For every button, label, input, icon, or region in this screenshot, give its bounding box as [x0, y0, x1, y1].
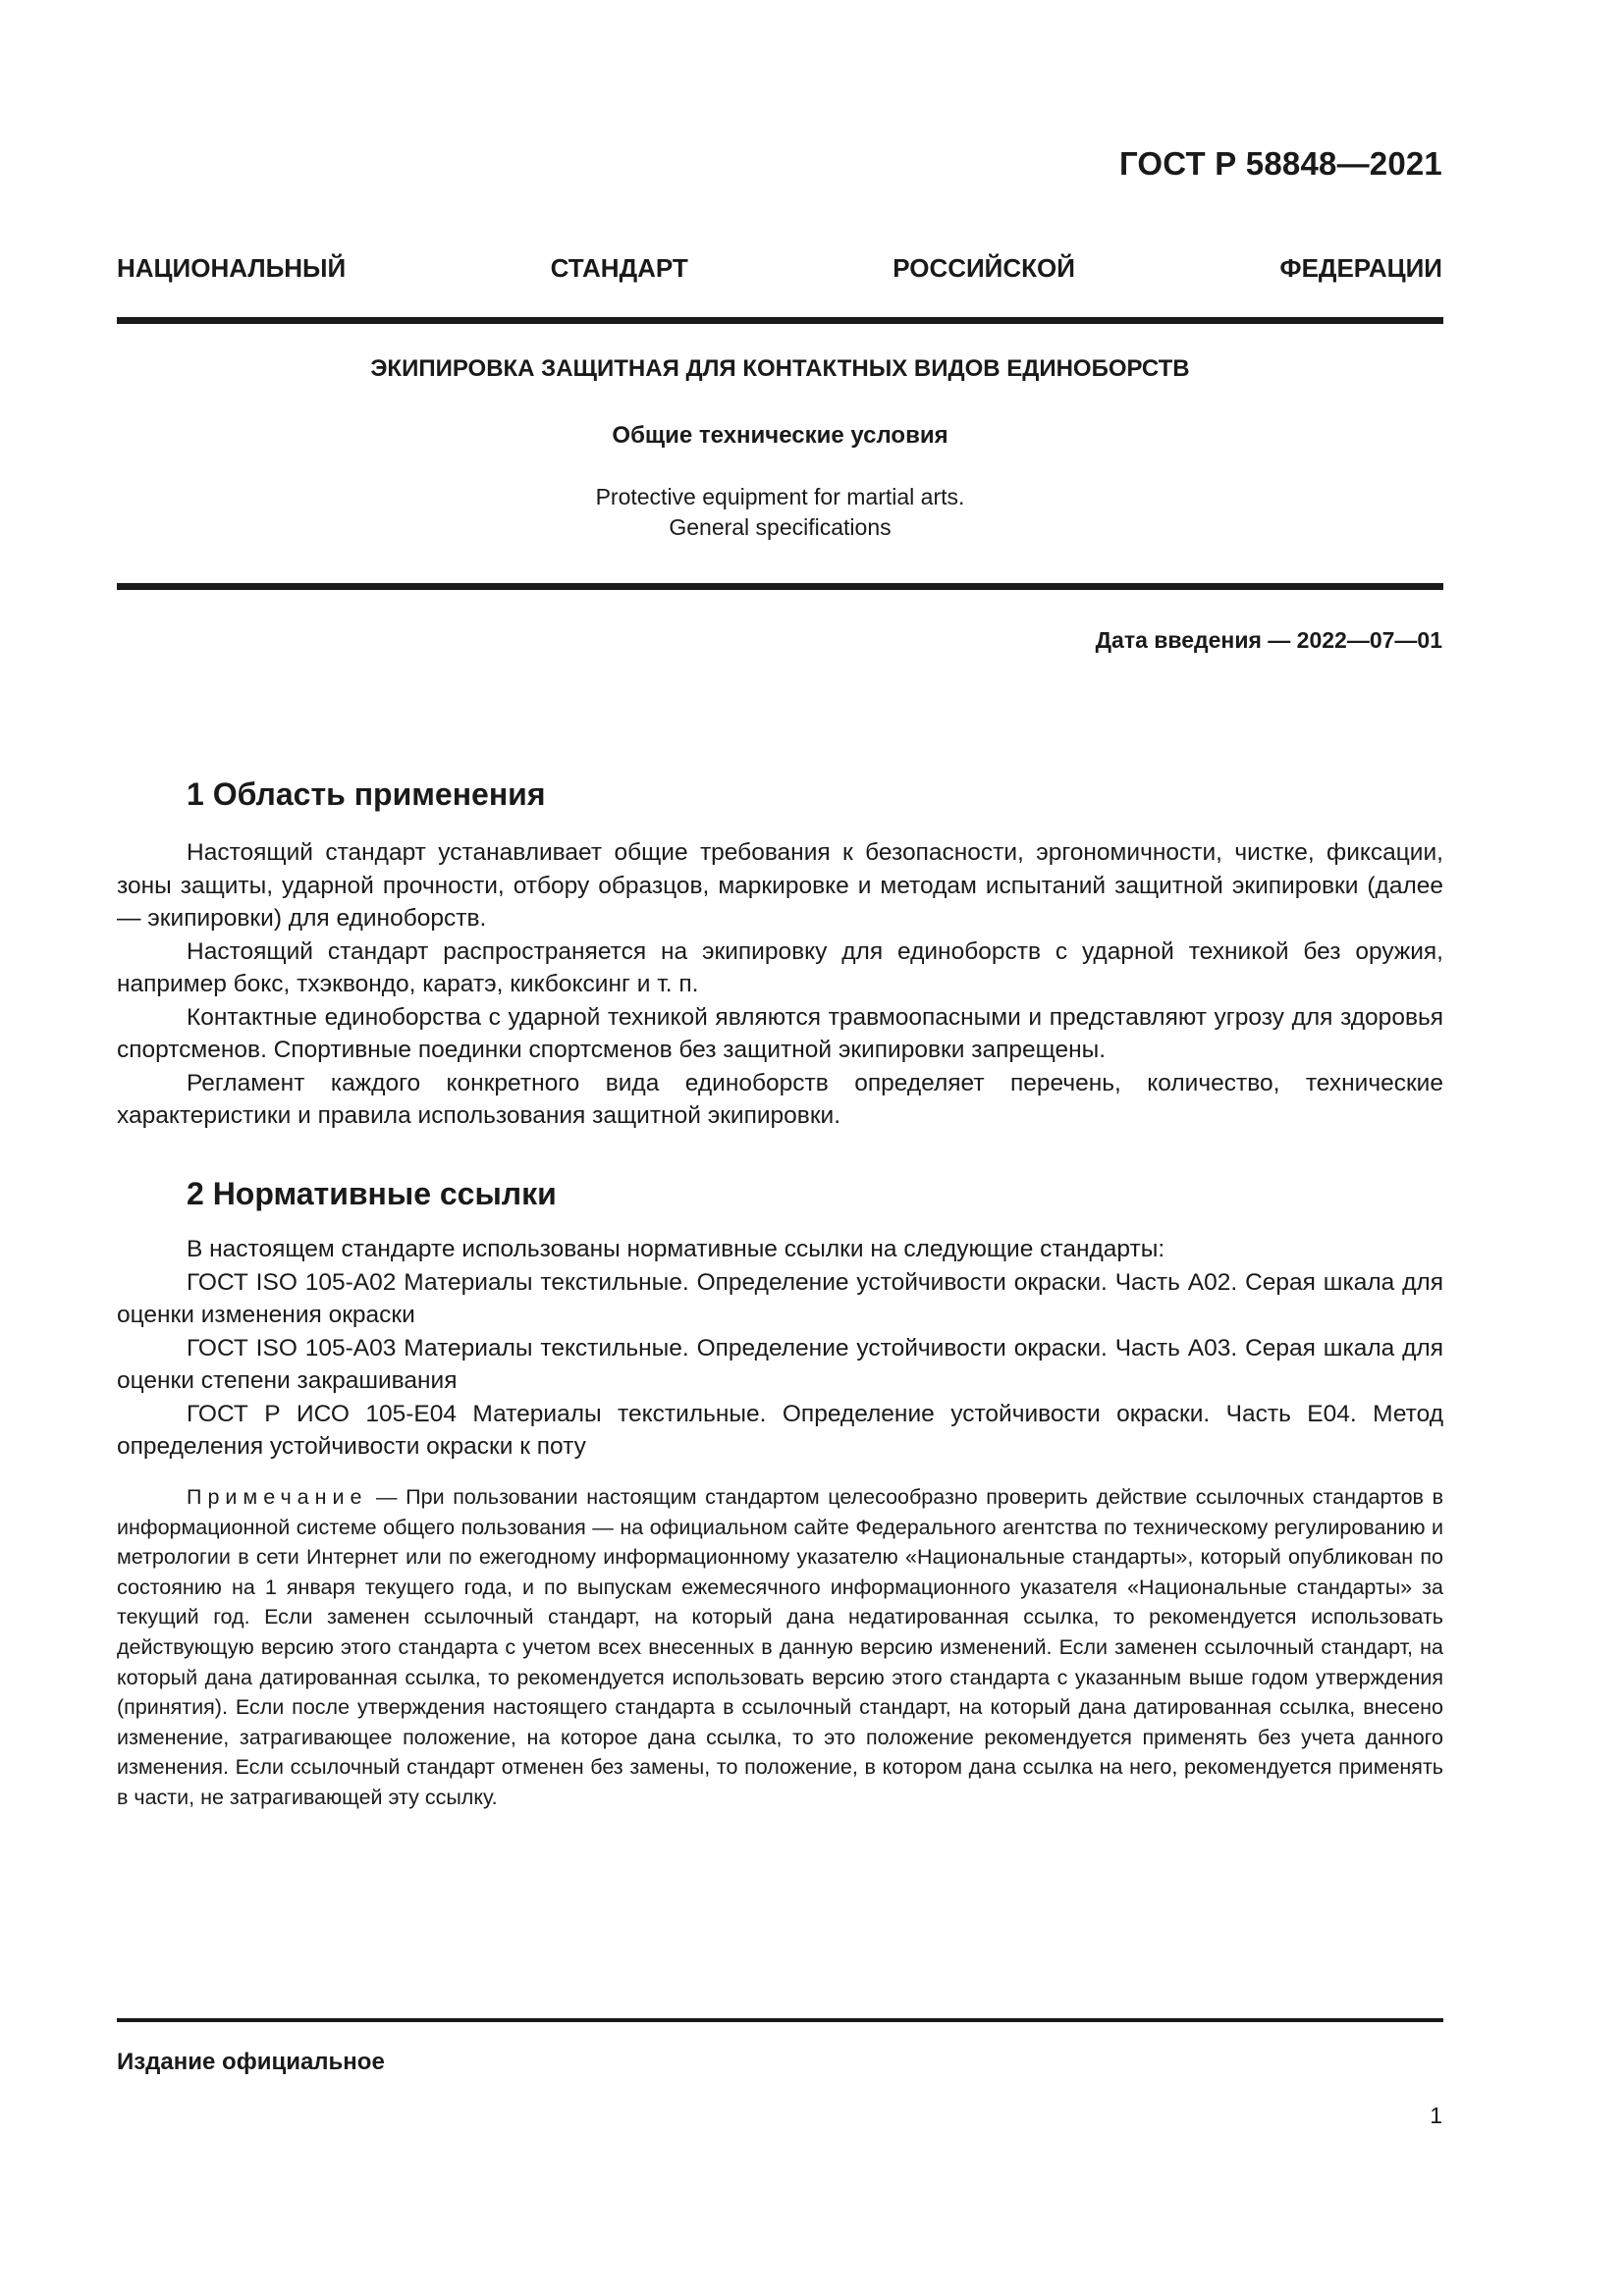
- document-subtitle: Общие технические условия: [612, 422, 948, 449]
- standard-code: ГОСТ Р 58848—2021: [1118, 145, 1442, 182]
- page-number: 1: [1430, 2103, 1442, 2128]
- reference-item: ГОСТ Р ИСО 105-Е04 Материалы текстильные. Определение устойчивости окраски. Часть Е04. Метод определения устойчивости окраски к поту: [117, 1400, 1443, 1460]
- paragraph: Контактные единоборства с ударной техникой являются травмоопасными и представляют угрозу для здоровья спортсменов. Спортивные поединки спортсменов без защитной экипировки запрещены.: [117, 1003, 1443, 1063]
- title-divider: [117, 583, 1443, 590]
- section-2-body: [117, 1233, 1443, 1464]
- paragraph: Настоящий стандарт устанавливает общие требования к безопасности, эргономичности, чистке, фиксации, зоны защиты, ударной прочности, отбору образцов, маркировке и методам испытаний защитной экипировки (далее — экипировки) для единоборств.: [117, 839, 1443, 932]
- note: [117, 1482, 1443, 1813]
- reference-item: ГОСТ ISO 105-A02 Материалы текстильные. Определение устойчивости окраски. Часть А02. Серая шкала для оценки изменения окраски: [117, 1268, 1443, 1328]
- paragraph: Регламент каждого конкретного вида единоборств определяет перечень, количество, технические характеристики и правила использования защитной экипировки.: [117, 1069, 1443, 1129]
- introduction-date: Дата введения — 2022—07—01: [1095, 627, 1442, 653]
- national-standard-banner: НАЦИОНАЛЬНЫЙ СТАНДАРТ РОССИЙСКОЙ ФЕДЕРАЦИИ: [117, 253, 1442, 283]
- note-label: Примечание: [187, 1485, 368, 1509]
- reference-item: ГОСТ ISO 105-A03 Материалы текстильные. Определение устойчивости окраски. Часть А03. Серая шкала для оценки степени закрашивания: [117, 1334, 1443, 1394]
- section-1-heading: 1 Область применения: [187, 776, 546, 812]
- english-title: [117, 482, 1443, 543]
- edition-label: Издание официальное: [117, 2049, 385, 2075]
- document-title: ЭКИПИРОВКА ЗАЩИТНАЯ ДЛЯ КОНТАКТНЫХ ВИДОВ ЕДИНОБОРСТВ: [370, 355, 1190, 382]
- section-2-heading: 2 Нормативные ссылки: [187, 1176, 557, 1211]
- paragraph: В настоящем стандарте использованы нормативные ссылки на следующие стандарты:: [187, 1236, 1165, 1262]
- english-title-line-2: General specifications: [669, 514, 892, 540]
- section-1-body: [117, 836, 1443, 1133]
- english-title-line-1: Protective equipment for martial arts.: [595, 484, 965, 509]
- paragraph: Настоящий стандарт распространяется на экипировку для единоборств с ударной техникой без оружия, например бокс, тхэквондо, каратэ, кикбоксинг и т. п.: [117, 937, 1443, 997]
- note-text: — При пользовании настоящим стандартом целесообразно проверить действие ссылочных стандартов в информационной системе общего пользования — на официальном сайте Федерального агентства по техническому регулированию и метрологии в сети Интернет или по ежегодному информационному указателю «Национальные стандарты», который опубликован по состоянию на 1 января текущего года, и по выпускам ежемесячного информационного указателя «Национальные стандарты» за текущий год. Если заменен ссылочный стандарт, на который дана недатированная ссылка, то рекомендуется использовать действующую версию этого стандарта с учетом всех внесенных в данную версию изменений. Если заменен ссылочный стандарт, на который дана датированная ссылка, то рекомендуется использовать версию этого стандарта с указанным выше годом утверждения (принятия). Если после утверждения настоящего стандарта в ссылочный стандарт, на который дана датированная ссылка, внесено изменение, затрагивающее положение, на которое дана ссылка, то это положение рекомендуется применять без учета данного изменения. Если ссылочный стандарт отменен без замены, то положение, в котором дана ссылка на него, рекомендуется применять в части, не затрагивающей эту ссылку.: [117, 1485, 1443, 1809]
- top-divider: [117, 317, 1443, 324]
- footer-divider: [117, 2018, 1443, 2022]
